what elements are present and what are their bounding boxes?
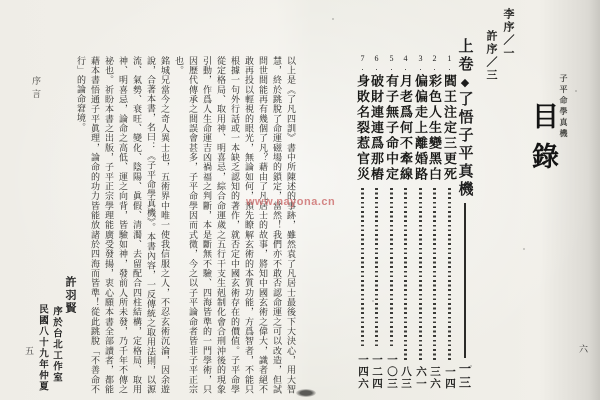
toc-entry-number: 3. (416, 54, 425, 72)
dotted-leader (433, 188, 436, 362)
toc-entry-number: 7. (358, 54, 367, 72)
toc-entry-page-number: 一四六 (357, 354, 368, 390)
toc-entry-number: 2. (430, 54, 439, 72)
toc-entry-1 (442, 54, 457, 390)
toc-entry-number: 5. (387, 54, 396, 72)
preface-signature-name: 許羽賢 (64, 276, 76, 315)
toc-entry-page-number: 一四 (444, 366, 455, 390)
toc-entry-page-number: 六一 (415, 366, 426, 390)
toc-entry-page-number: 一二四 (371, 354, 382, 390)
scan-speck (332, 18, 334, 20)
toc-entry-5 (384, 54, 399, 390)
preface-signature-place: 序於台北工作室 (51, 306, 61, 383)
preface-paragraph-1: 以上是《了凡四訓》書中所陳述的事跡，雖然袁了凡居士最後下大決心，用大智慧，終於跳脫了命運磁場的鎖定，當然！我們亦不敢否認命運之可以改造，但試問世間能再有幾個了凡？藉由了凡居士的故事，將知中國玄術之偉大，識者絕不敢再投以輕視的眼光，無論如何，預先瞭解玄術的本質功能，方爲智者，不能只根據一句外行話或一本缺乏認知的著作，就否定中國玄術存在的價值。子平命學從定格局、取用神、明喜忌，綜合命運歲之五行干支生剋制化會合刑沖後的現象引動，作爲人生命運吉凶禍福之判斷，本是斷無不驗、四海皆準的一門學術，只因歷代傳承之間誤會甚多，子平命學因而式微，今之以子平論命者皆非子平正宗也。 (174, 56, 296, 394)
toc-entry-number: 4. (401, 54, 410, 72)
toc-entry-page-number: 八三 (400, 366, 411, 390)
preface-signature-date: 民國八十九年仲夏 (37, 304, 47, 392)
toc-entry-number: 6. (372, 54, 381, 72)
diamond-bullet-icon: ◆ (458, 76, 471, 89)
toc-entry-title: 閻王注定三更死 (442, 74, 457, 183)
left-page-running-head: 序言 (31, 76, 41, 102)
scan-speck (575, 90, 577, 92)
left-page-folio: 五 (24, 346, 34, 355)
toc-section-label: 上卷 (456, 38, 473, 74)
dotted-leader (375, 188, 378, 350)
scan-speck (470, 365, 472, 367)
toc-section-page-number: 一三 (457, 362, 472, 390)
dotted-leader (419, 188, 422, 362)
site-watermark: www.nayona.cn (246, 196, 336, 208)
toc-section-title: 了悟子平真機 (456, 91, 473, 199)
toc-entry-title: 身敗名裂惹官災 (355, 74, 370, 183)
toc-entry-page-number: 一〇三 (386, 354, 397, 390)
scan-speck (372, 300, 374, 302)
toc-entry-number: 1. (445, 54, 454, 72)
toc-entry-3 (413, 54, 428, 390)
toc-heading: 目錄 (528, 102, 558, 182)
toc-entry-page-number: 三六 (429, 366, 440, 390)
toc-entry-title: 彩色人生變黑白 (427, 74, 442, 183)
dotted-leader (448, 188, 451, 362)
scan-speck (523, 248, 525, 250)
scan-speck (120, 140, 122, 142)
dotted-leader (361, 188, 364, 350)
dotted-leader (390, 188, 393, 350)
preface-body (76, 56, 298, 394)
toc-entry-title: 偏偏走上離婚路 (413, 74, 428, 183)
preface-paragraph-2: 銘城兄當今之奇人異士也，五術界中唯一使我信服之人，不忍玄術沉淪，因余遊說，合著本書，名曰：《子平命學真機》。本書內容，一反傳統之取用法則，以源流、氣勢、衰旺、變化、陰陽、眞假、清濁、去留配合四柱結構，定格局、取用神、明喜忌，論命之高低、運之向背，皆驗如神，發前人所未發，乃千年不傳之祕也。祈盼本書之出版，子平正宗學理能廣受發揚，衷心願本書全部讀者，都能藉本書悟通子平眞理，論命的功力皆能放諸於四海而皆準！從此跳脫「不善命不行」的論命窘境。 (76, 56, 170, 394)
toc-entry-7 (355, 54, 370, 390)
toc-front-matter-li-preface: 李序／一 (502, 8, 514, 60)
toc-entry-title: 有子無子命中定 (384, 74, 399, 183)
toc-section-dash-rule (464, 203, 466, 358)
right-page-folio: 六 (578, 344, 588, 353)
toc-entry-title: 破財連連爲那樁 (369, 74, 384, 183)
scan-smudge (296, 389, 316, 397)
toc-entry-title: 月老爲何不牽線 (398, 74, 413, 183)
toc-front-matter-xu-preface: 許序／三 (485, 30, 497, 82)
dotted-leader (404, 188, 407, 362)
book-margin-title: 子平命學真機 (559, 74, 568, 140)
